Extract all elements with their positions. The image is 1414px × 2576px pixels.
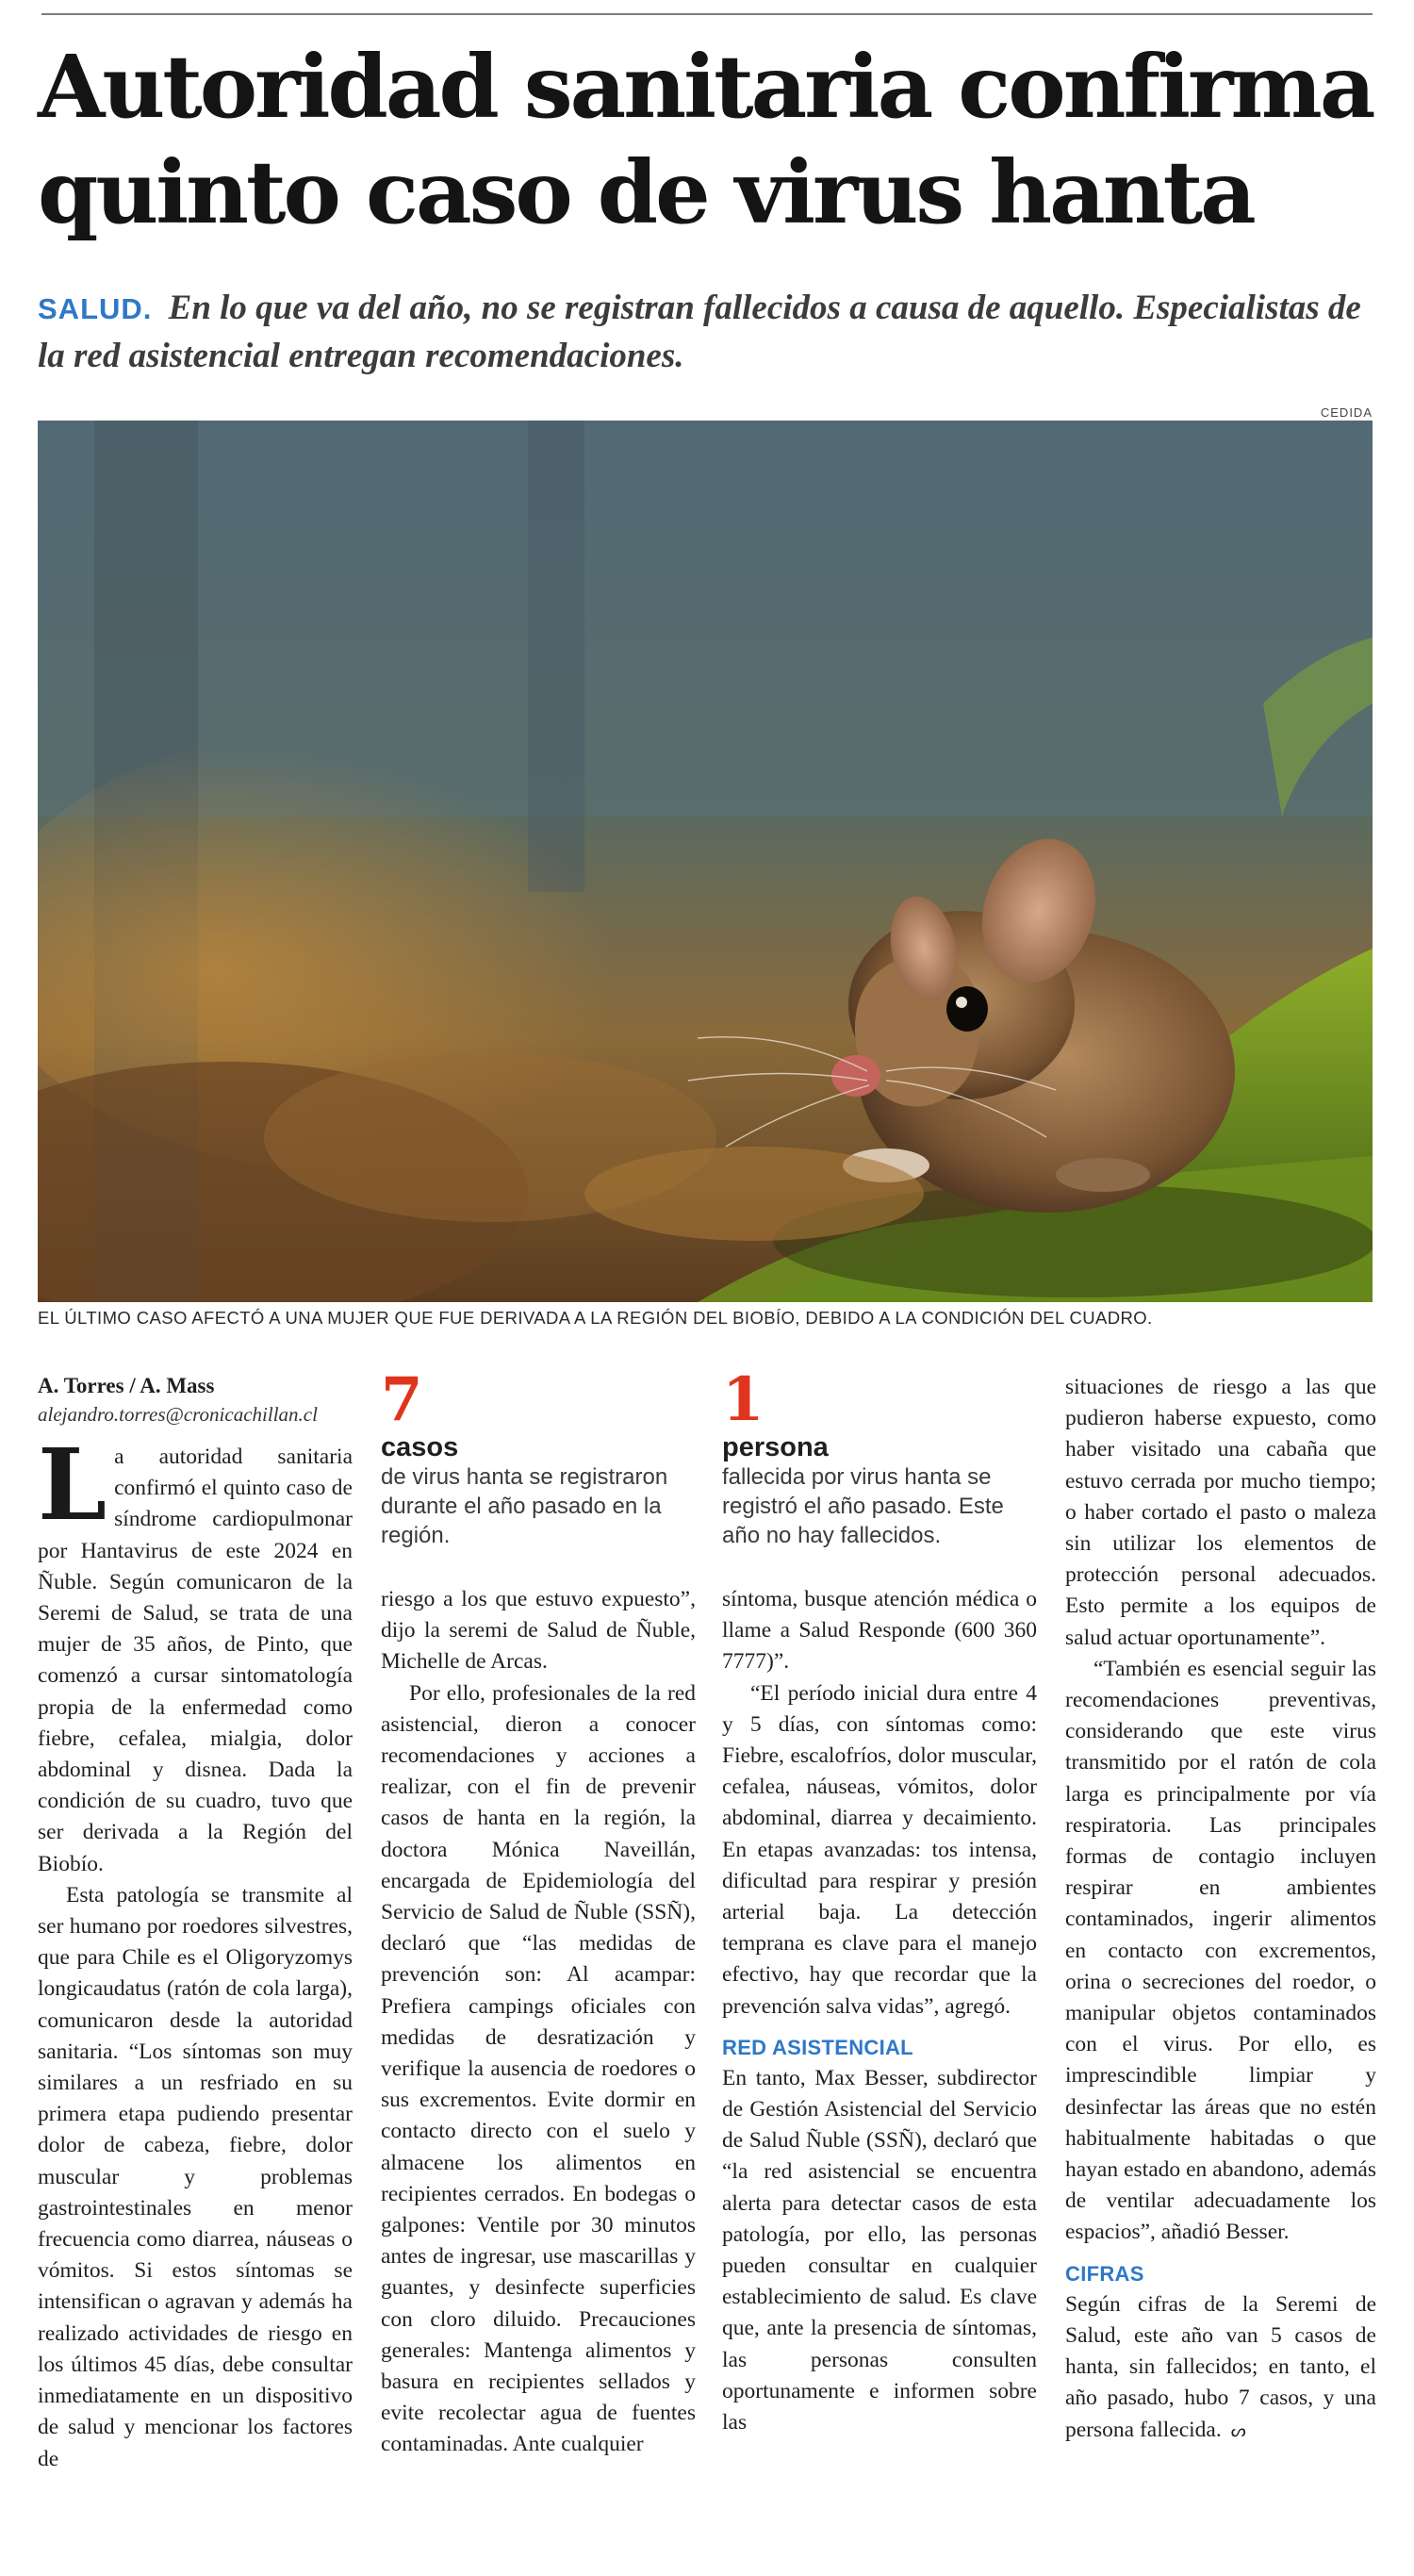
paragraph: “También es esencial seguir las recomendaciones preventivas, considerando que este virus transmitido por el ratón de cola larga es principalmente por vía respiratoria. Las principales formas de contagio incluyen respirar en ambientes contaminados, ingerir alimentos en contacto con excrementos, orina o secreciones del roedor, o manipular objetos contaminados con el virus. Por ello, es imprescindible limpiar y desinfectar las áreas que no estén habitualmente habitadas o que hayan estado en abandono, además de ventilar adecuadamente los espacios”, añadió Besser. [1065,1656,1376,2245]
drop-cap: L [38,1427,107,1543]
column-2-body [381,1584,696,2461]
stat-unit: casos [381,1432,459,1462]
column-2 [381,1364,696,2461]
stat-unit: persona [722,1432,829,1462]
deck-text: En lo que va del año, no se registran fallecidos a causa de aquello. Especialistas de la red asistencial entregan recomendaciones. [38,289,1361,375]
column-1 [38,1372,353,2475]
paragraph: En tanto, Max Besser, subdirector de Gestión Asistencial del Servicio de Salud Ñuble (SSÑ), declaró que “la red asistencial se encuentra alerta para detectar casos de esta patología, por ello, las personas pueden consultar en cualquier establecimiento de salud. Es clave que, ante la presencia de síntomas, las personas consulten oportunamente e informen sobre las [722,2065,1037,2436]
section-tag: SALUD. [38,292,153,325]
paragraph: situaciones de riesgo a las que pudieron haberse expuesto, como haber visitado una cabaña que estuvo cerrada por mucho tiempo; o haber cortado el pasto o maleza sin utilizar los elementos de protección personal adecuados. Esto permite a los equipos de salud actuar oportunamente”. [1065,1375,1376,1650]
subhead-cifras: CIFRAS [1065,2261,1144,2286]
mouse-photo-illustration [38,421,1373,1302]
paragraph: “El período inicial dura entre 4 y 5 días, con síntomas como: Fiebre, escalofríos, dolor muscular, cefalea, náuseas, vómitos, dolor abdominal, diarrea y decaimiento. En etapas avanzadas: tos intensa, dificultad para respirar y presión arterial baja. La detección temprana es clave para el manejo efectivo, hay que recordar que la prevención salva vidas”, agregó. [722,1680,1037,2019]
column-3-body [722,1584,1037,2438]
stat-text: fallecida por virus hanta se registró el año pasado. Este año no hay fallecidos. [722,1464,1004,1548]
byline-email[interactable]: alejandro.torres@cronicachillan.cl [38,1403,318,1426]
deck [38,285,1376,380]
lead-paragraph-text: a autoridad sanitaria confirmó el quinto caso de síndrome cardiopulmonar por Hantavirus de este 2024 en Ñuble. Según comunicaron de la Seremi de Salud, se trata de una mujer de 35 años, de Pinto, que comenzó a cursar sintomatología propia de la enfermedad como fiebre, cefalea, mialgia, dolor abdominal y disnea. Dada la condición de su cuadro, tuvo que ser derivada a la Región del Biobío. [38,1445,353,1876]
paragraph [1065,2289,1376,2447]
byline-authors: A. Torres / A. Mass [38,1374,215,1397]
lead-paragraph [38,1427,353,1880]
paragraph: riesgo a los que estuvo expuesto”, dijo la seremi de Salud de Ñuble, Michelle de Arcas. [381,1587,696,1675]
photo-credit: CEDIDA [1320,405,1373,420]
column-1-body [38,1427,353,2475]
paragraph: Esta patología se transmite al ser humano por roedores silvestres, que para Chile es el Oligoryzomys longicaudatus (ratón de cola larga), comunicaron desde la autoridad sanitaria. “Los síntomas son muy similares a un resfriado en su primera etapa pudiendo presentar dolor de cabeza, fiebre, dolor muscular y problemas gastrointestinales en menor frecuencia como diarrea, náuseas o vómitos. Si estos síntomas se intensifican o agravan y además ha realizado actividades de riesgo en los últimos 45 días, debe consultar inmediatamente en un dispositivo de salud y mencionar los factores de [38,1882,353,2471]
stat-number: 7 [381,1364,423,1435]
stat-box-deaths [722,1364,1037,1550]
column-3 [722,1364,1037,2438]
paragraph: síntoma, busque atención médica o llame a Salud Responde (600 360 7777)”. [722,1587,1037,1675]
column-4 [1065,1372,1376,2447]
article-photo [38,421,1373,1302]
closing-paragraph-text: Según cifras de la Seremi de Salud, este año van 5 casos de hanta, sin fallecidos; en tanto, el año pasado, hubo 7 casos, y una persona fallecida. [1065,2291,1376,2442]
stat-number: 1 [722,1364,765,1435]
stat-text: de virus hanta se registraron durante el año pasado en la región. [381,1464,668,1548]
photo-caption: EL ÚLTIMO CASO AFECTÓ A UNA MUJER QUE FUE DERIVADA A LA REGIÓN DEL BIOBÍO, DEBIDO A LA CONDICIÓN DEL CUADRO. [38,1308,1153,1328]
paragraph: Por ello, profesionales de la red asistencial, dieron a conocer recomendaciones y acciones a realizar, con el fin de prevenir casos de hanta en la región, la doctora Mónica Naveillán, encargada de Epidemiología del Servicio de Salud de Ñuble (SSÑ), declaró que “las medidas de prevención son: Al acampar: Prefiera campings oficiales con medidas de desratización y verifique la ausencia de roedores o sus excrementos. Evite dormir en contacto directo con el suelo y almacene los alimentos en recipientes cerrados. En bodegas o galpones: Ventile por 30 minutos antes de ingresar, use mascarillas y guantes, y desinfecte superficies con cloro diluido. Precauciones generales: Mantenga alimentos y basura en recipientes sellados y evite recolectar agua de fuentes contaminadas. Ante cualquier [381,1680,696,2457]
headline: Autoridad sanitaria confirma quinto caso de virus hanta [38,36,1373,243]
end-mark-icon: ᔕ [1230,2420,1246,2441]
subhead-red-asistencial: RED ASISTENCIAL [722,2035,913,2059]
top-rule [41,13,1373,15]
column-4-body [1065,1372,1376,2447]
stat-box-cases [381,1364,696,1550]
